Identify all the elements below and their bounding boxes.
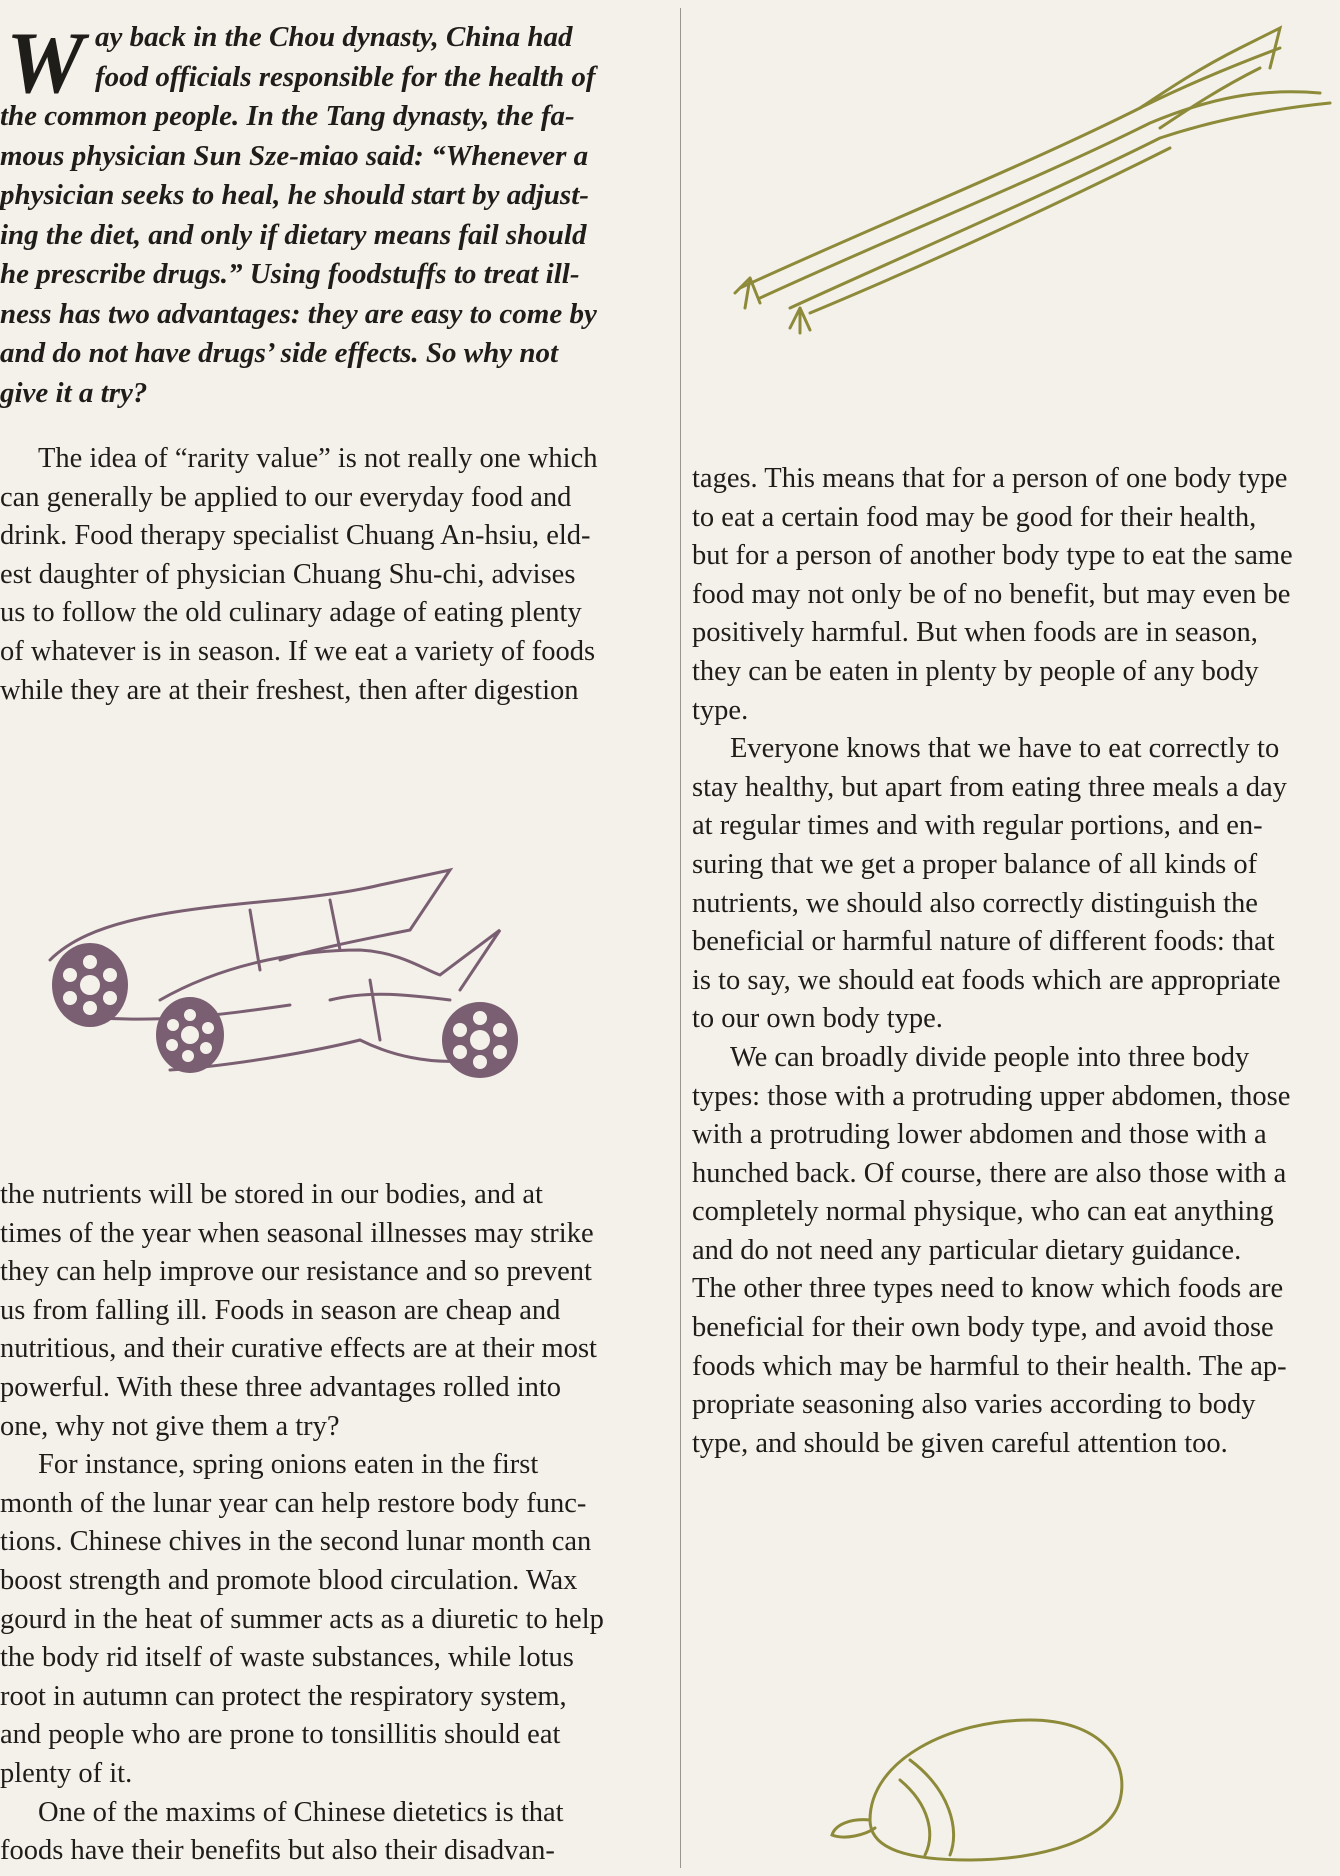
body-line: tages. This means that for a person of one body type (692, 463, 1288, 494)
body-paragraph-left-bottom (0, 1176, 650, 1871)
spring-onion-illustration (720, 8, 1340, 348)
body-line: of whatever is in season. If we eat a variety of foods (0, 635, 596, 667)
body-line: but for a person of another body type to eat the same (692, 540, 1293, 572)
body-line: root in autumn can protect the respiratory system, (0, 1680, 567, 1712)
body-line: propriate seasoning also varies according to body (692, 1389, 1256, 1421)
body-line: food may not only be of no benefit, but may even be (692, 578, 1291, 610)
wax-gourd-illustration (830, 1700, 1140, 1870)
body-line: completely normal physique, who can eat anything (692, 1196, 1274, 1228)
body-line: with a protruding lower abdomen and those with a (692, 1119, 1267, 1151)
body-line: is to say, we should eat foods which are appropriate (692, 964, 1281, 996)
body-line: they can be eaten in plenty by people of any body (692, 655, 1259, 687)
body-line: to our own body type. (692, 1003, 943, 1035)
body-line: We can broadly divide people into three body (730, 1041, 1250, 1073)
lotus-root-illustration (30, 840, 550, 1100)
body-line: us to follow the old culinary adage of eating plenty (0, 597, 582, 629)
body-line: plenty of it. (0, 1757, 133, 1789)
body-line: beneficial for their own body type, and avoid those (692, 1312, 1274, 1344)
body-line: For instance, spring onions eaten in the first (38, 1449, 539, 1481)
intro-line: food officials responsible for the health of (95, 60, 596, 93)
body-line: powerful. With these three advantages rolled into (0, 1371, 562, 1403)
body-line: The other three types need to know which foods are (692, 1273, 1284, 1305)
intro-line: the common people. In the Tang dynasty, the fa- (0, 100, 575, 132)
column-divider (680, 8, 681, 1868)
body-line: times of the year when seasonal illnesses may strike (0, 1217, 594, 1249)
body-line: stay healthy, but apart from eating three meals a day (692, 771, 1287, 803)
body-line: beneficial or harmful nature of different foods: that (692, 926, 1275, 958)
body-line: suring that we get a proper balance of all kinds of (692, 848, 1258, 880)
body-line: positively harmful. But when foods are in season, (692, 617, 1258, 649)
body-line: types: those with a protruding upper abdomen, those (692, 1080, 1291, 1112)
drop-cap: W (6, 15, 85, 112)
body-line: the nutrients will be stored in our bodies, and at (0, 1179, 543, 1210)
body-line: us from falling ill. Foods in season are cheap and (0, 1294, 561, 1326)
body-line: boost strength and promote blood circulation. Wax (0, 1564, 578, 1596)
body-line: and people who are prone to tonsillitis should eat (0, 1719, 561, 1751)
body-line: drink. Food therapy specialist Chuang An-hsiu, eld- (0, 520, 591, 552)
body-line: month of the lunar year can help restore body func- (0, 1487, 587, 1519)
body-line: and do not need any particular dietary guidance. (692, 1234, 1242, 1266)
intro-paragraph (0, 15, 650, 409)
intro-line: ay back in the Chou dynasty, China had (95, 21, 573, 53)
body-paragraph-left-top (0, 440, 650, 710)
intro-line: mous physician Sun Sze-miao said: “Whenever a (0, 139, 589, 172)
body-line: hunched back. Of course, there are also those with a (692, 1157, 1287, 1189)
body-line: foods which may be harmful to their health. The ap- (692, 1350, 1287, 1382)
body-line: tions. Chinese chives in the second lunar month can (0, 1526, 592, 1558)
body-line: to eat a certain food may be good for their health, (692, 501, 1257, 533)
body-line: at regular times and with regular portions, and en- (692, 810, 1263, 842)
body-line: Everyone knows that we have to eat correctly to (730, 733, 1280, 765)
intro-line: give it a try? (0, 376, 148, 409)
body-line: nutrients, we should also correctly distinguish the (692, 887, 1258, 919)
body-line: One of the maxims of Chinese dietetics is that (38, 1796, 564, 1828)
body-line: type, and should be given careful attention too. (692, 1427, 1228, 1459)
body-line: gourd in the heat of summer acts as a diuretic to help (0, 1603, 604, 1635)
body-line: type. (692, 694, 749, 726)
body-line: est daughter of physician Chuang Shu-chi, advises (0, 558, 576, 590)
body-line: while they are at their freshest, then after digestion (0, 674, 579, 706)
intro-line: and do not have drugs’ side effects. So why not (0, 337, 559, 369)
intro-line: ing the diet, and only if dietary means fail should (0, 218, 587, 251)
body-line: the body rid itself of waste substances, while lotus (0, 1642, 574, 1674)
intro-line: ness has two advantages: they are easy to come by (0, 297, 597, 330)
body-line: nutritious, and their curative effects are at their most (0, 1333, 597, 1365)
intro-line: physician seeks to heal, he should start by adjust- (0, 179, 589, 211)
body-line: they can help improve our resistance and so prevent (0, 1256, 592, 1288)
body-line: one, why not give them a try? (0, 1410, 340, 1442)
body-paragraph-right (692, 460, 1340, 1463)
body-line: foods have their benefits but also their disadvan- (0, 1835, 555, 1867)
body-line: can generally be applied to our everyday food and (0, 481, 572, 513)
intro-line: he prescribe drugs.” Using foodstuffs to treat ill- (0, 258, 580, 290)
body-line: The idea of “rarity value” is not really one which (38, 443, 598, 474)
